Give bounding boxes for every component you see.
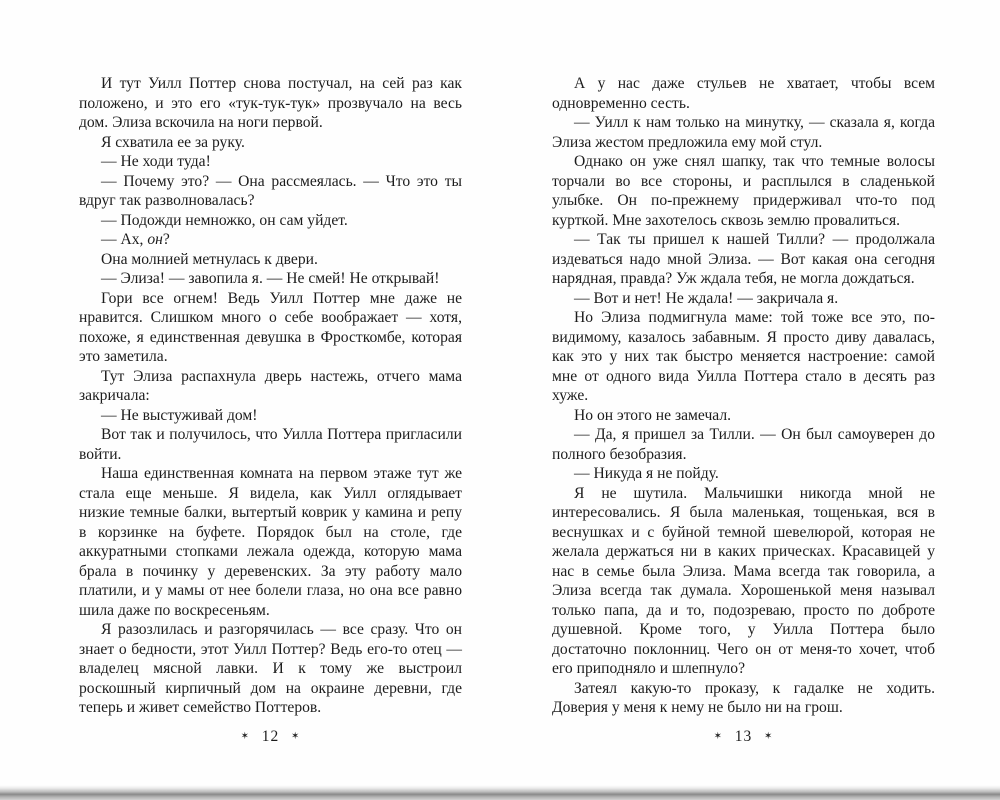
paragraph: — Не выстуживай дом!: [101, 406, 258, 424]
paragraph: Она молнией метнулась к двери.: [101, 250, 318, 268]
book-page-right: [552, 74, 935, 746]
page-left-text: [79, 74, 462, 718]
paragraph: — Элиза! — завопила я. — Не смей! Не открывай!: [101, 270, 440, 287]
footer-star-icon: ✶: [713, 731, 723, 742]
paragraph: — Не ходи туда!: [101, 153, 211, 170]
footer-star-icon: ✶: [291, 731, 301, 742]
paragraph: — Так ты пришел к нашей Тилли? — продолжала издеваться надо мной Элиза. — Вот какая она сегодня нарядная, правда? Уж ждала тебя, не могла дождаться.: [552, 231, 935, 287]
paragraph: — Да, я пришел за Тилли. — Он был самоуверен до полного безобразия.: [552, 426, 935, 463]
paragraph: — Ах, он?: [101, 231, 170, 248]
paragraph: — Никуда я не пойду.: [574, 465, 719, 482]
paragraph: — Почему это? — Она рассмеялась. — Что это ты вдруг так разволновалась?: [79, 172, 462, 209]
paragraph: Но Элиза подмигнула маме: той тоже все это, по-видимому, казалось забавным. Я просто диву давалась, как это у них так быстро меняется настроение: самой мне от одного вида Уилла Поттера стало в десять раз хуже.: [552, 309, 935, 404]
paragraph: Я схватила ее за руку.: [101, 133, 245, 151]
paragraph: — Вот и нет! Не ждала! — закричала я.: [574, 289, 839, 307]
paragraph: Затеял какую-то проказу, к гадалке не ходить. Доверия у меня к нему не было ни на грош.: [552, 679, 935, 716]
footer-star-icon: ✶: [764, 731, 774, 742]
paragraph: Я не шутила. Мальчишки никогда мной не интересовались. Я была маленькая, тощенькая, вся в веснушках и с буйной темной шевелюрой, которая не желала держаться ни в каких прическах. Красавицей у нас в семье была Элиза. Мама всегда так говорила, а Элиза всегда так думала. Хорошенькой меня называл только папа, да и то, подозреваю, просто по доброте душевной. Кроме того, у Уилла Поттера было достаточно поклонниц. Чего он от меня-то хочет, чтоб его приподняло и шлепнуло?: [552, 484, 935, 677]
footer-star-icon: ✶: [240, 731, 250, 742]
page-number-left: 12: [261, 728, 280, 745]
page-right-text: [552, 74, 935, 718]
page-number-right: 13: [734, 728, 753, 745]
paragraph: А у нас даже стульев не хватает, чтобы всем одновременно сесть.: [552, 75, 935, 112]
book-spread: [79, 74, 935, 746]
book-bottom-edge: [0, 785, 1000, 800]
paragraph: Гори все огнем! Ведь Уилл Поттер мне даже не нравится. Слишком много о себе воображает — хотя, похоже, я единственная девушка в Фросткомбе, которая это заметила.: [79, 289, 462, 365]
paragraph: — Уилл к нам только на минутку, — сказала я, когда Элиза жестом предложила ему мой стул.: [552, 114, 935, 151]
paragraph: Наша единственная комната на первом этаже тут же стала еще меньше. Я видела, как Уилл оглядывает низкие темные балки, вытертый коврик у камина и репу в корзинке на буфете. Порядок был на столе, где аккуратными стопками лежала одежда, которую мама брала в починку у деревенских. За эту работу мало платили, и у мамы от нее болели глаза, но она все равно шила даже по воскресеньям.: [79, 465, 462, 619]
paragraph: И тут Уилл Поттер снова постучал, на сей раз как положено, и это его «тук-тук-тук» прозвучало на весь дом. Элиза вскочила на ноги первой.: [79, 75, 462, 131]
paragraph: Однако он уже снял шапку, так что темные волосы торчали во все стороны, и расплылся в сладенькой улыбке. Он по-прежнему придерживал что-то под курткой. Мне захотелось сквозь землю провалиться.: [552, 153, 935, 229]
paragraph: — Подожди немножко, он сам уйдет.: [101, 211, 348, 229]
paragraph: Я разозлилась и разгорячилась — все сразу. Что он знает о бедности, этот Уилл Поттер? Ведь его-то отец — владелец мясной лавки. И к тому же выстроил роскошный кирпичный дом на окраине деревни, где теперь и живет семейство Поттеров.: [79, 621, 462, 716]
paragraph: Вот так и получилось, что Уилла Поттера пригласили войти.: [79, 426, 462, 463]
book-page-left: [79, 74, 462, 746]
page-left-footer: [79, 728, 462, 746]
paragraph: Но он этого не замечал.: [574, 406, 732, 424]
paragraph: Тут Элиза распахнула дверь настежь, отчего мама закричала:: [79, 367, 462, 404]
page-right-footer: [552, 728, 935, 746]
